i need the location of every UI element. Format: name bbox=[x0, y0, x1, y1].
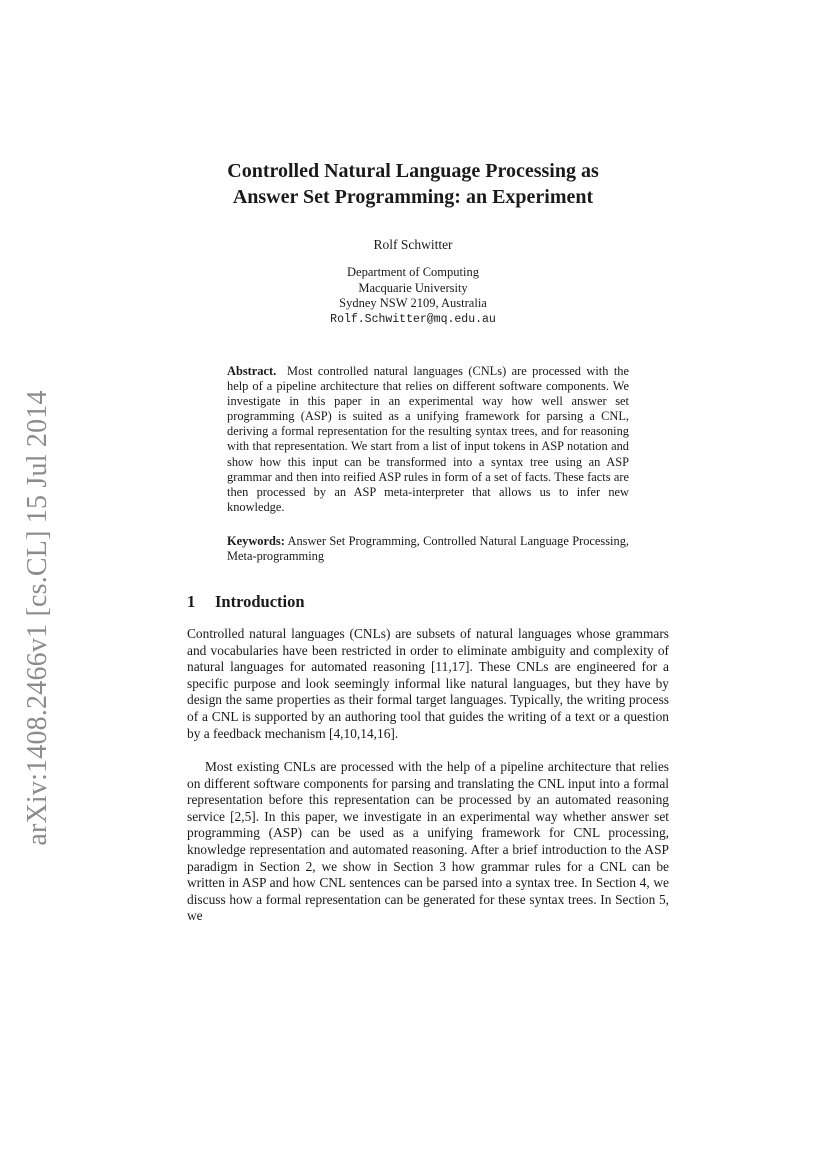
arxiv-identifier: arXiv:1408.2466v1 [cs.CL] 15 Jul 2014 bbox=[22, 390, 53, 846]
section-title: Introduction bbox=[215, 592, 305, 611]
affiliation-university: Macquarie University bbox=[358, 280, 468, 295]
keywords-label: Keywords: bbox=[227, 534, 285, 548]
keywords-text: Answer Set Programming, Controlled Natural Language Processing, Meta-programming bbox=[227, 534, 629, 564]
abstract-label: Abstract. bbox=[227, 364, 277, 378]
keywords bbox=[227, 534, 629, 564]
title-line-2: Answer Set Programming: an Experiment bbox=[232, 186, 594, 208]
affiliation-block bbox=[200, 265, 626, 327]
abstract-text: Most controlled natural languages (CNLs) are processed with the help of a pipeline architecture that relies on different software components. We investigate in this paper in an experimental way how well answer set programming (ASP) is suited as a unifying framework for parsing a CNL, deriving a formal representation for the resulting syntax trees, and for reasoning with that representation. We start from a list of input tokens in ASP notation and show how this input can be transformed into a syntax tree using an ASP grammar and then into reified ASP rules in form of a set of facts. These facts are then processed by an ASP meta-interpreter that allows us to infer new knowledge. bbox=[227, 364, 629, 514]
abstract bbox=[227, 364, 629, 515]
intro-paragraph-1: Controlled natural languages (CNLs) are subsets of natural languages whose grammars and vocabularies have been restricted in order to eliminate ambiguity and complexity of natural languages for automated reasoning [11,17]. These CNLs are engineered for a specific purpose and look seemingly informal like natural languages, but they have by design the same properties as their formal target languages. Typically, the writing process of a CNL is supported by an authoring tool that guides the writing of a text or a question by a feedback mechanism [4,10,14,16]. bbox=[187, 626, 669, 741]
affiliation-address: Sydney NSW 2109, Australia bbox=[339, 296, 487, 310]
section-heading bbox=[187, 592, 305, 612]
title-line-1: Controlled Natural Language Processing as bbox=[227, 160, 599, 182]
author-email: Rolf.Schwitter@mq.edu.au bbox=[330, 312, 496, 326]
affiliation-department: Department of Computing bbox=[347, 265, 479, 279]
section-number: 1 bbox=[187, 592, 196, 611]
intro-paragraph-2: Most existing CNLs are processed with the help of a pipeline architecture that relies on different software components for parsing and translating the CNL input into a formal representation before this representation can be processed by an automated reasoning service [2,5]. In this paper, we investigate in an experimental way whether answer set programming (ASP) can be used as a unifying framework for CNL processing, knowledge representation and automated reasoning. After a brief introduction to the ASP paradigm in Section 2, we show in Section 3 how grammar rules for a CNL can be written in ASP and how CNL sentences can be parsed into a syntax tree. In Section 4, we discuss how a formal representation can be generated for these syntax trees. In Section 5, we bbox=[187, 759, 669, 924]
author-name: Rolf Schwitter bbox=[373, 237, 453, 252]
paper-title bbox=[150, 158, 676, 210]
